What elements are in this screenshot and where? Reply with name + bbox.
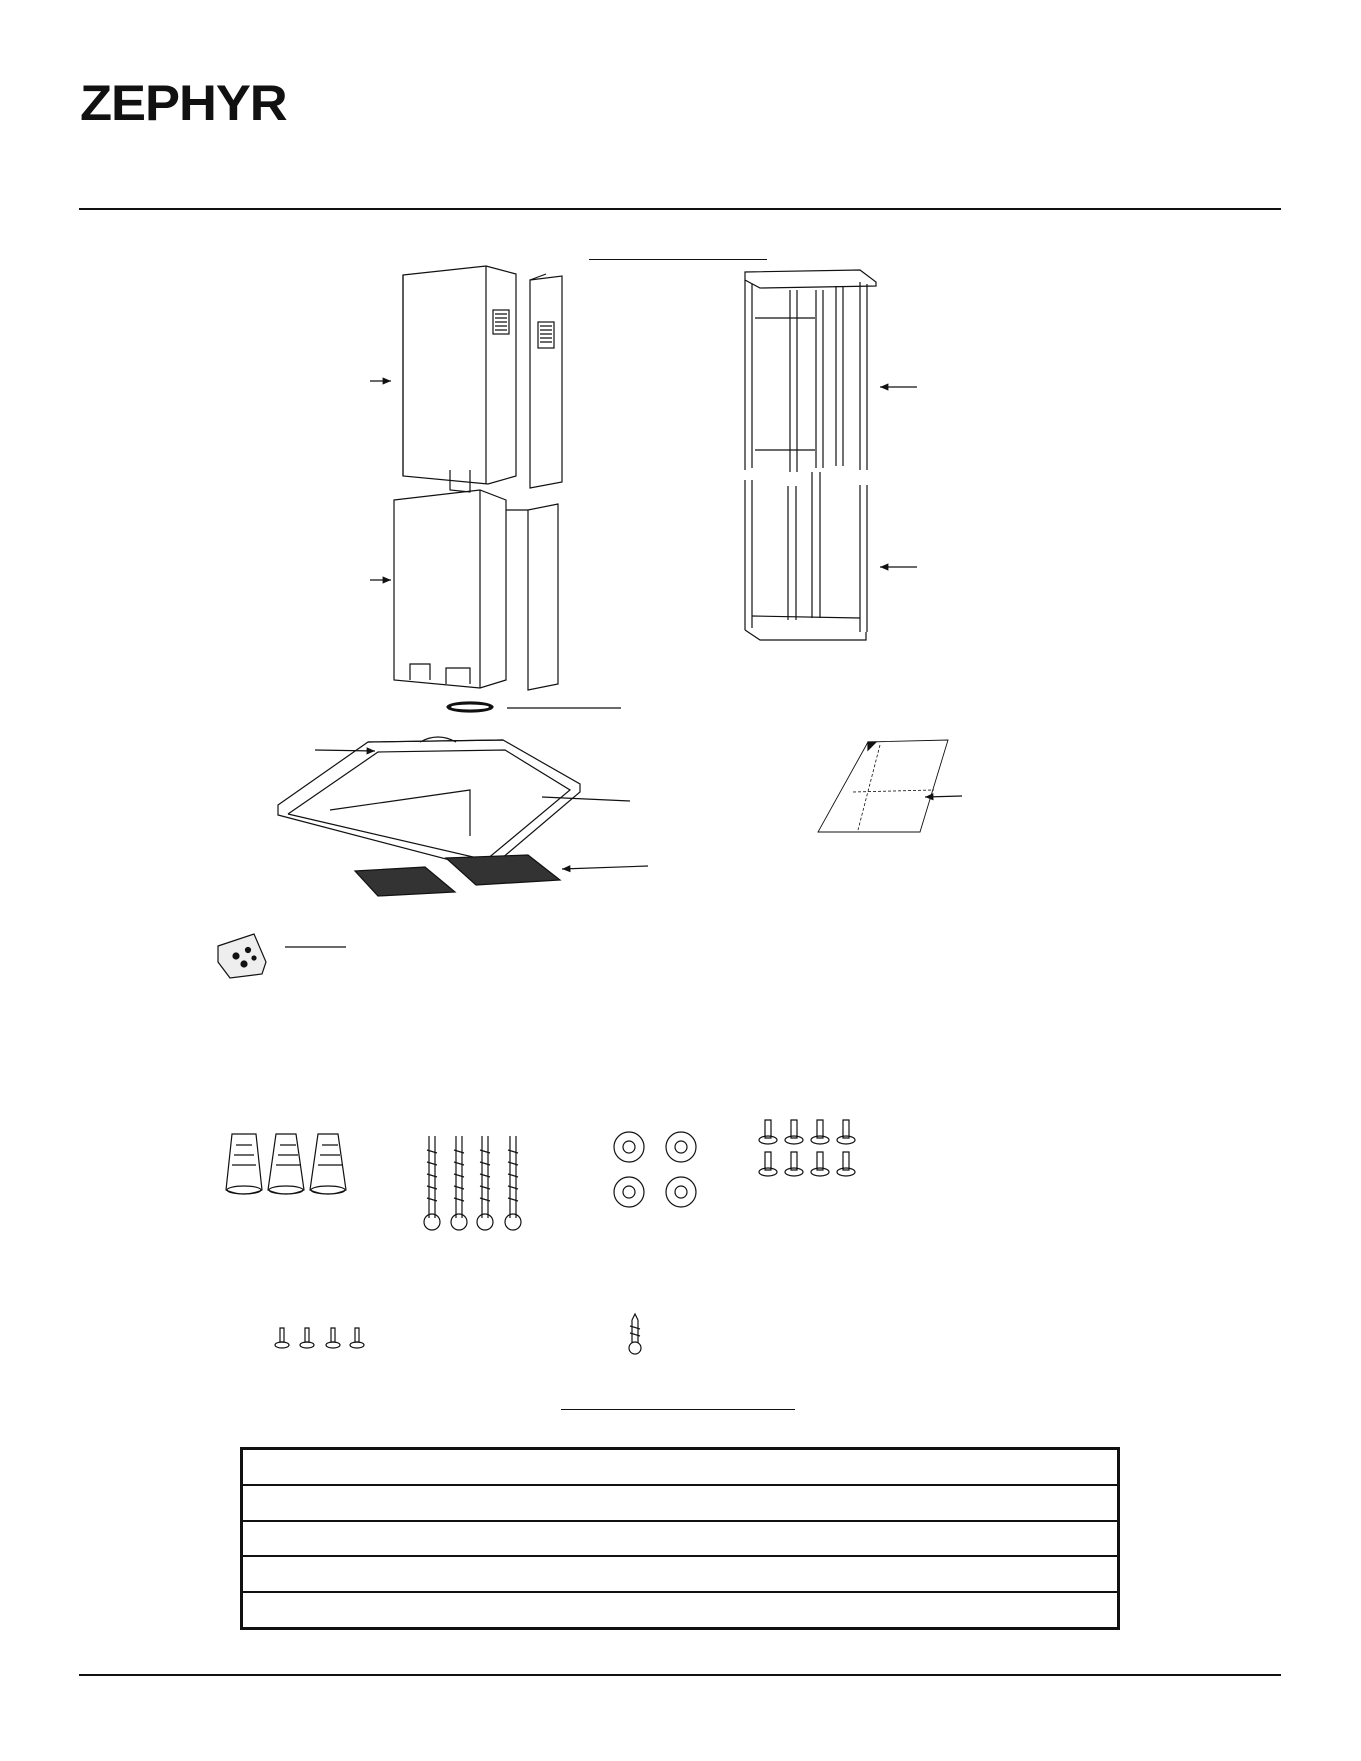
small-screw-icon bbox=[275, 1328, 364, 1348]
lower-support-frame-drawing bbox=[745, 472, 867, 640]
table-row bbox=[243, 1522, 1117, 1558]
anchor-bolt-icon bbox=[424, 1136, 521, 1230]
washer-icon bbox=[614, 1132, 696, 1207]
hood-light-callout bbox=[542, 797, 630, 801]
wood-screw-icon bbox=[629, 1314, 641, 1354]
baffle-filters-drawing bbox=[355, 855, 560, 896]
table-row bbox=[243, 1450, 1117, 1486]
table-row bbox=[243, 1593, 1117, 1627]
duct-collar-ring-drawing bbox=[447, 702, 493, 712]
parts-list-table bbox=[240, 1447, 1120, 1630]
footer-divider bbox=[79, 1674, 1281, 1676]
table-row bbox=[243, 1486, 1117, 1522]
mounting-template-drawing bbox=[818, 740, 948, 832]
lower-chimney-cover-drawing bbox=[394, 490, 558, 690]
wire-nut-icon bbox=[226, 1134, 346, 1194]
filters-callout bbox=[562, 866, 648, 869]
hood-callout bbox=[315, 750, 375, 751]
zephyr-logo: ZEPHYR bbox=[80, 75, 287, 131]
table-row bbox=[243, 1557, 1117, 1593]
upper-support-frame-drawing bbox=[745, 270, 876, 472]
hood-body-drawing bbox=[278, 737, 580, 870]
hardware-bag-drawing bbox=[218, 934, 266, 978]
upper-chimney-cover-drawing bbox=[403, 266, 562, 492]
machine-screw-icon bbox=[759, 1120, 855, 1176]
